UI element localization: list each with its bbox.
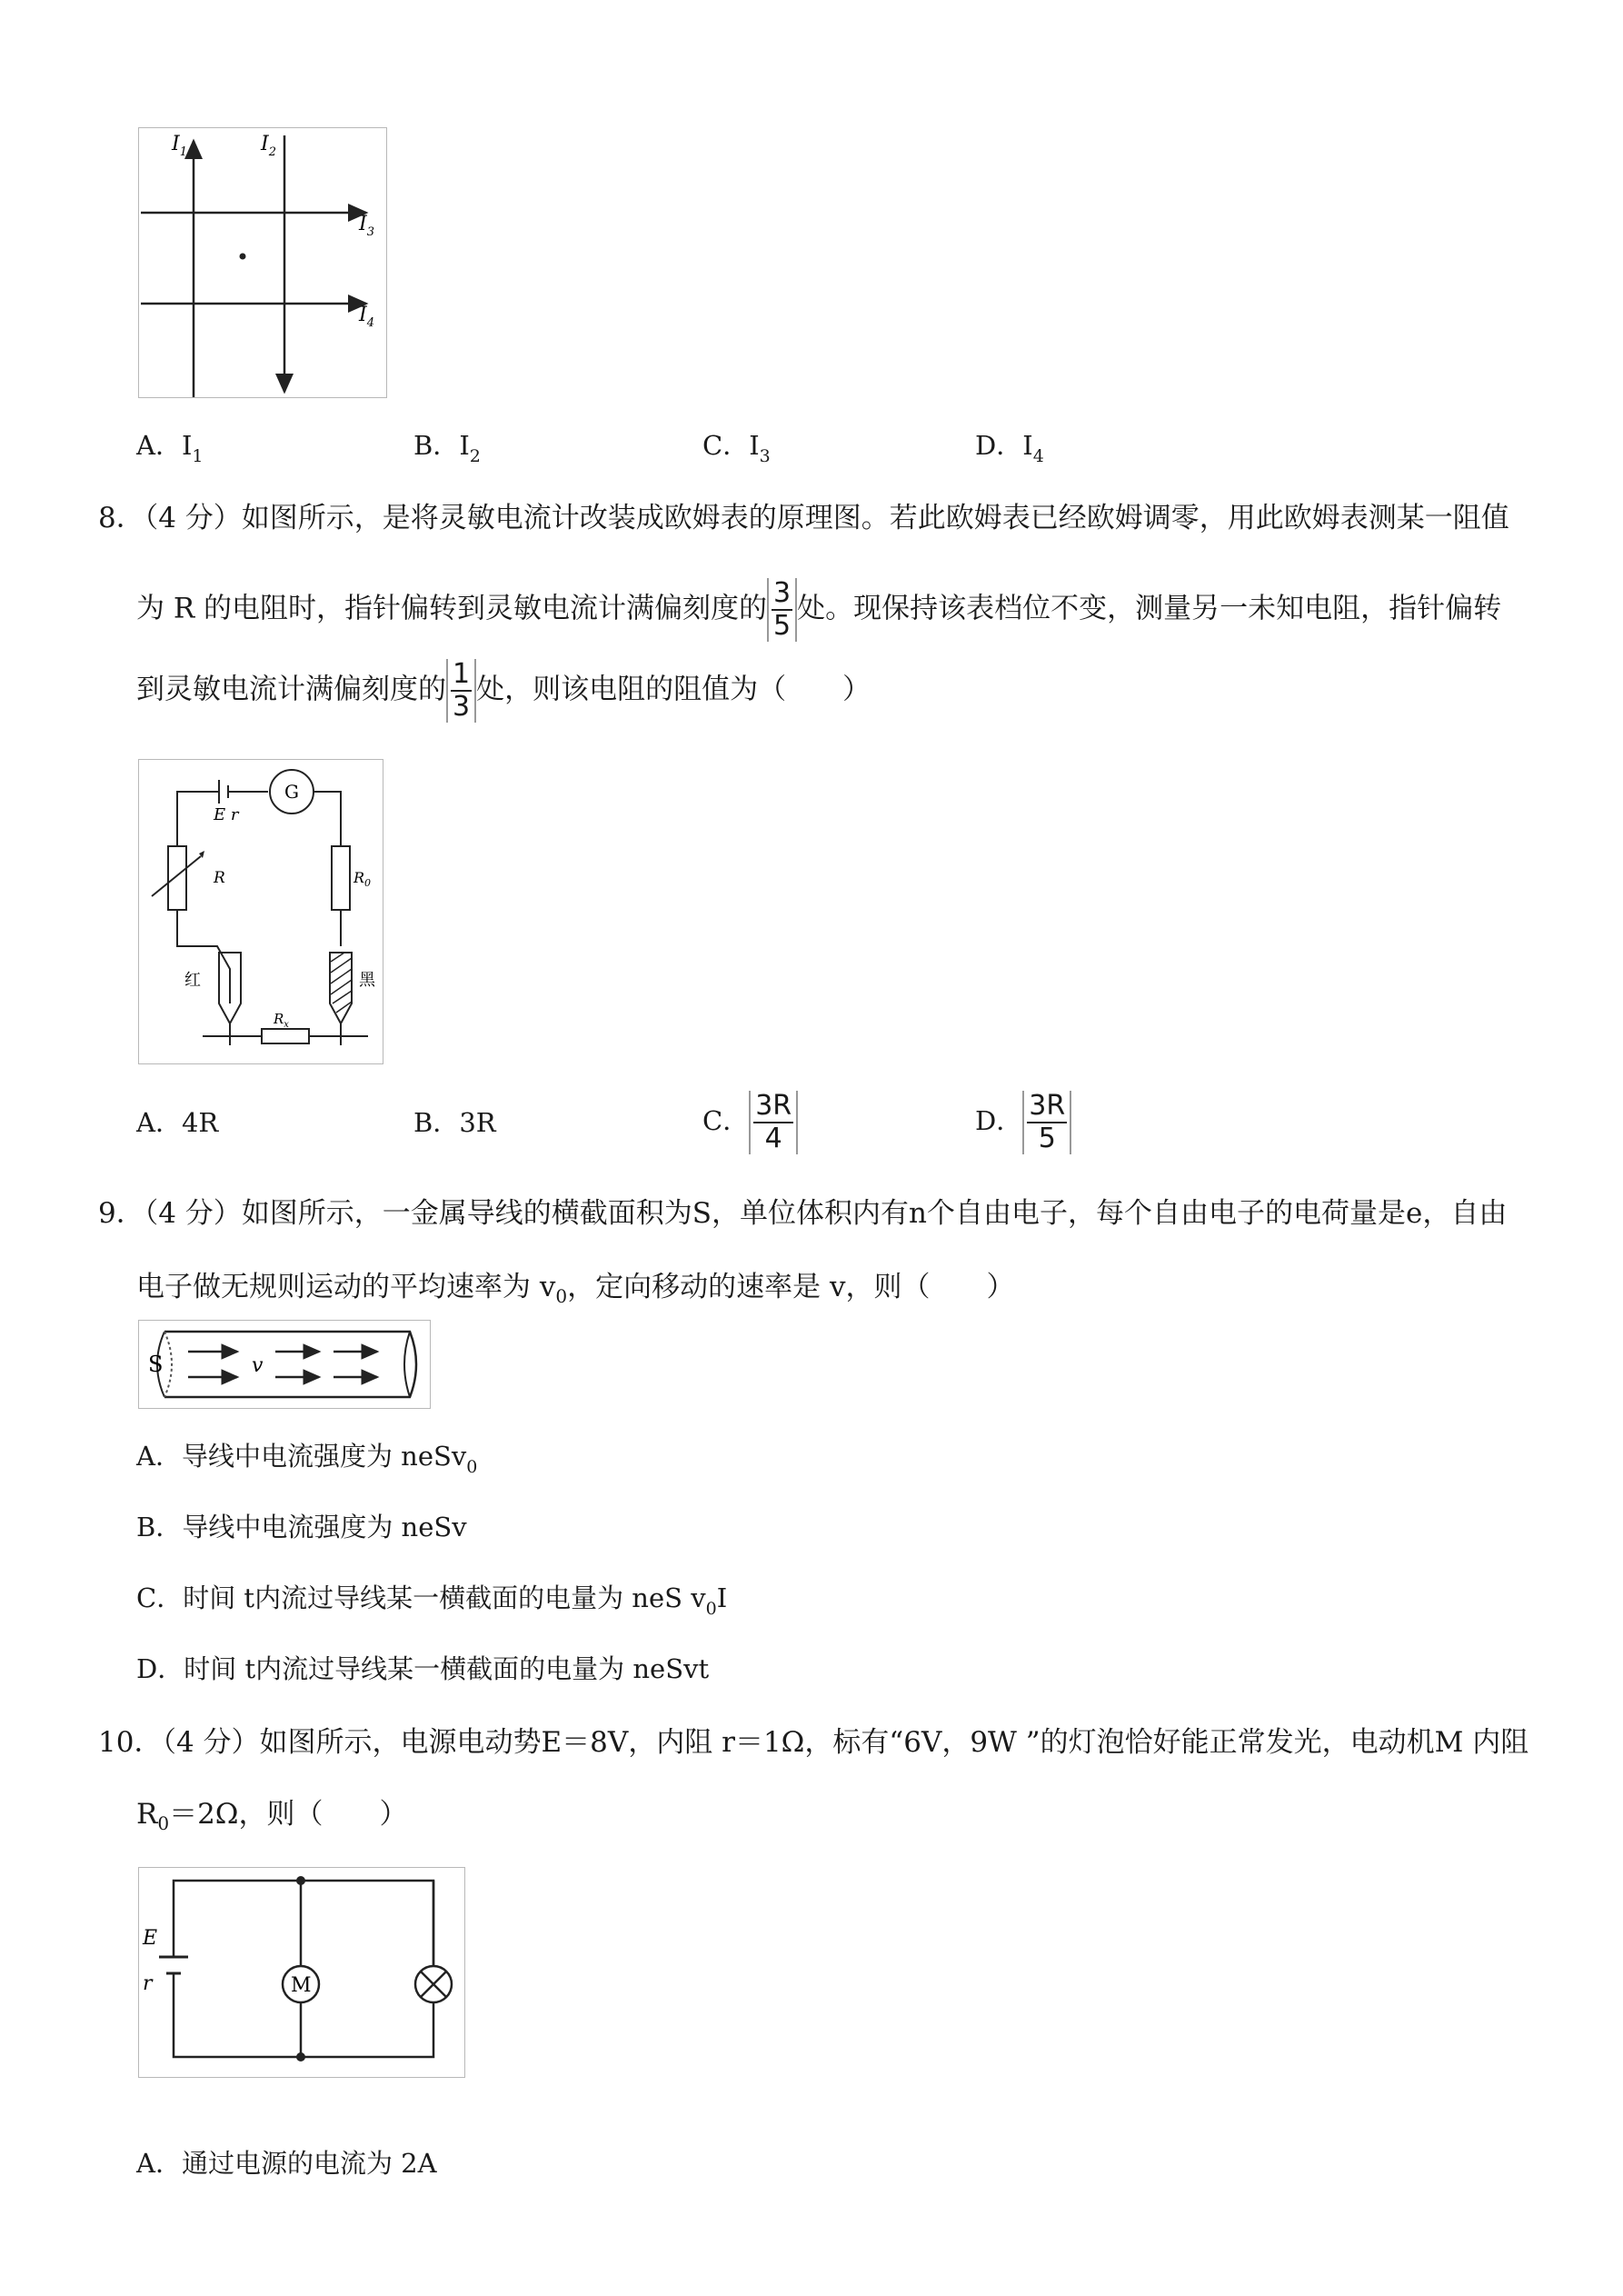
label-i2: $I_2$: [261, 133, 276, 159]
q8-option-c[interactable]: C． $\frac{3R}{4}$: [702, 1091, 798, 1154]
q9-stem-line1: 9．（4 分）如图所示，一金属导线的横截面积为S，单位体积内有n个自由电子，每个自由电子的电荷量是e，自由: [98, 1197, 1508, 1230]
q9-diagram: [139, 1321, 430, 1408]
label-e-r: E r: [214, 805, 239, 824]
q7-option-d[interactable]: D．$I_4$: [975, 430, 1044, 466]
q9-points: （4 分）: [144, 1197, 242, 1230]
q7-diagram: [139, 128, 386, 397]
q8-number: 8．: [98, 502, 144, 534]
q7-figure-four-currents: [138, 127, 387, 398]
label-s: S: [148, 1352, 164, 1377]
label-r0: $R_0$: [353, 869, 372, 889]
label-red: 红: [184, 971, 201, 990]
q8-diagram: [139, 760, 383, 1063]
label-rx: $R_x$: [274, 1011, 289, 1030]
q8-option-a[interactable]: A．4R: [136, 1107, 219, 1138]
q8-option-c-fraction: $\frac{3R}{4}$: [749, 1091, 798, 1154]
q9-figure-conductor: [138, 1320, 431, 1409]
q9-number: 9．: [98, 1197, 144, 1230]
label-g: G: [284, 781, 299, 803]
q8-figure-ohmmeter-circuit: [138, 759, 383, 1064]
q10-stem-line1: 10．（4 分）如图所示，电源电动势E＝8V，内阻 r＝1Ω，标有“6V，9W ”的灯泡恰好能正常发光，电动机M 内阻: [98, 1726, 1529, 1759]
label-i1: $I_1$: [172, 133, 187, 159]
q7-option-c[interactable]: C．$I_3$: [702, 430, 771, 466]
q8-stem-line1: 8．（4 分）如图所示，是将灵敏电流计改装成欧姆表的原理图。若此欧姆表已经欧姆调零，用此欧姆表测某一阻值: [98, 502, 1509, 534]
label-v: v: [252, 1354, 264, 1377]
q8-stem-line3: 到灵敏电流计满偏刻度的 $\frac{1}{3}$ 处，则该电阻的阻值为（ ）: [136, 658, 871, 723]
q9-stem-line2: 电子做无规则运动的平均速率为 $v_0$，定向移动的速率是 v，则（ ）: [136, 1271, 1015, 1308]
label-i4: $I_4$: [359, 304, 374, 330]
q9-option-b[interactable]: B．导线中电流强度为 neSv: [136, 1512, 467, 1542]
q8-stem-line2: 为 R 的电阻时，指针偏转到灵敏电流计满偏刻度的 $\frac{3}{5}$ 处。现保持该表档位不变，测量另一未知电阻，指针偏转: [136, 577, 1502, 642]
q8-points: （4 分）: [144, 502, 242, 534]
q10-option-a[interactable]: A．通过电源的电流为 2A: [136, 2148, 437, 2179]
q10-figure-motor-lamp-circuit: [138, 1867, 465, 2078]
label-e: E: [143, 1927, 158, 1950]
q8-option-d-fraction: $\frac{3R}{5}$: [1022, 1091, 1071, 1154]
q8-fraction-one-third: $\frac{1}{3}$: [446, 659, 476, 723]
q10-points: （4 分）: [162, 1726, 260, 1759]
q8-option-b[interactable]: B．3R: [413, 1107, 496, 1138]
q9-option-c[interactable]: C．时间 t内流过导线某一横截面的电量为 neS $v_0I$: [136, 1582, 728, 1619]
q8-fraction-three-fifths: $\frac{3}{5}$: [767, 578, 797, 642]
label-black: 黑: [359, 971, 375, 990]
center-point: [240, 254, 246, 260]
q10-number: 10．: [98, 1726, 163, 1759]
q7-option-a[interactable]: A．$I_1$: [136, 430, 204, 466]
label-i3: $I_3$: [359, 213, 374, 239]
label-r: r: [143, 1972, 153, 1995]
q8-option-d[interactable]: D． $\frac{3R}{5}$: [975, 1091, 1071, 1154]
label-m: M: [291, 1974, 312, 1997]
q10-stem-line2: $R_0=2\Omega$，则（ ）: [136, 1798, 408, 1835]
label-r: R: [214, 869, 225, 887]
q10-diagram: [139, 1868, 464, 2077]
q9-option-d[interactable]: D．时间 t内流过导线某一横截面的电量为 neSvt: [136, 1653, 710, 1684]
q9-option-a[interactable]: A．导线中电流强度为 neSv$_0$: [136, 1441, 478, 1477]
q7-option-b[interactable]: B．$I_2$: [413, 430, 481, 466]
